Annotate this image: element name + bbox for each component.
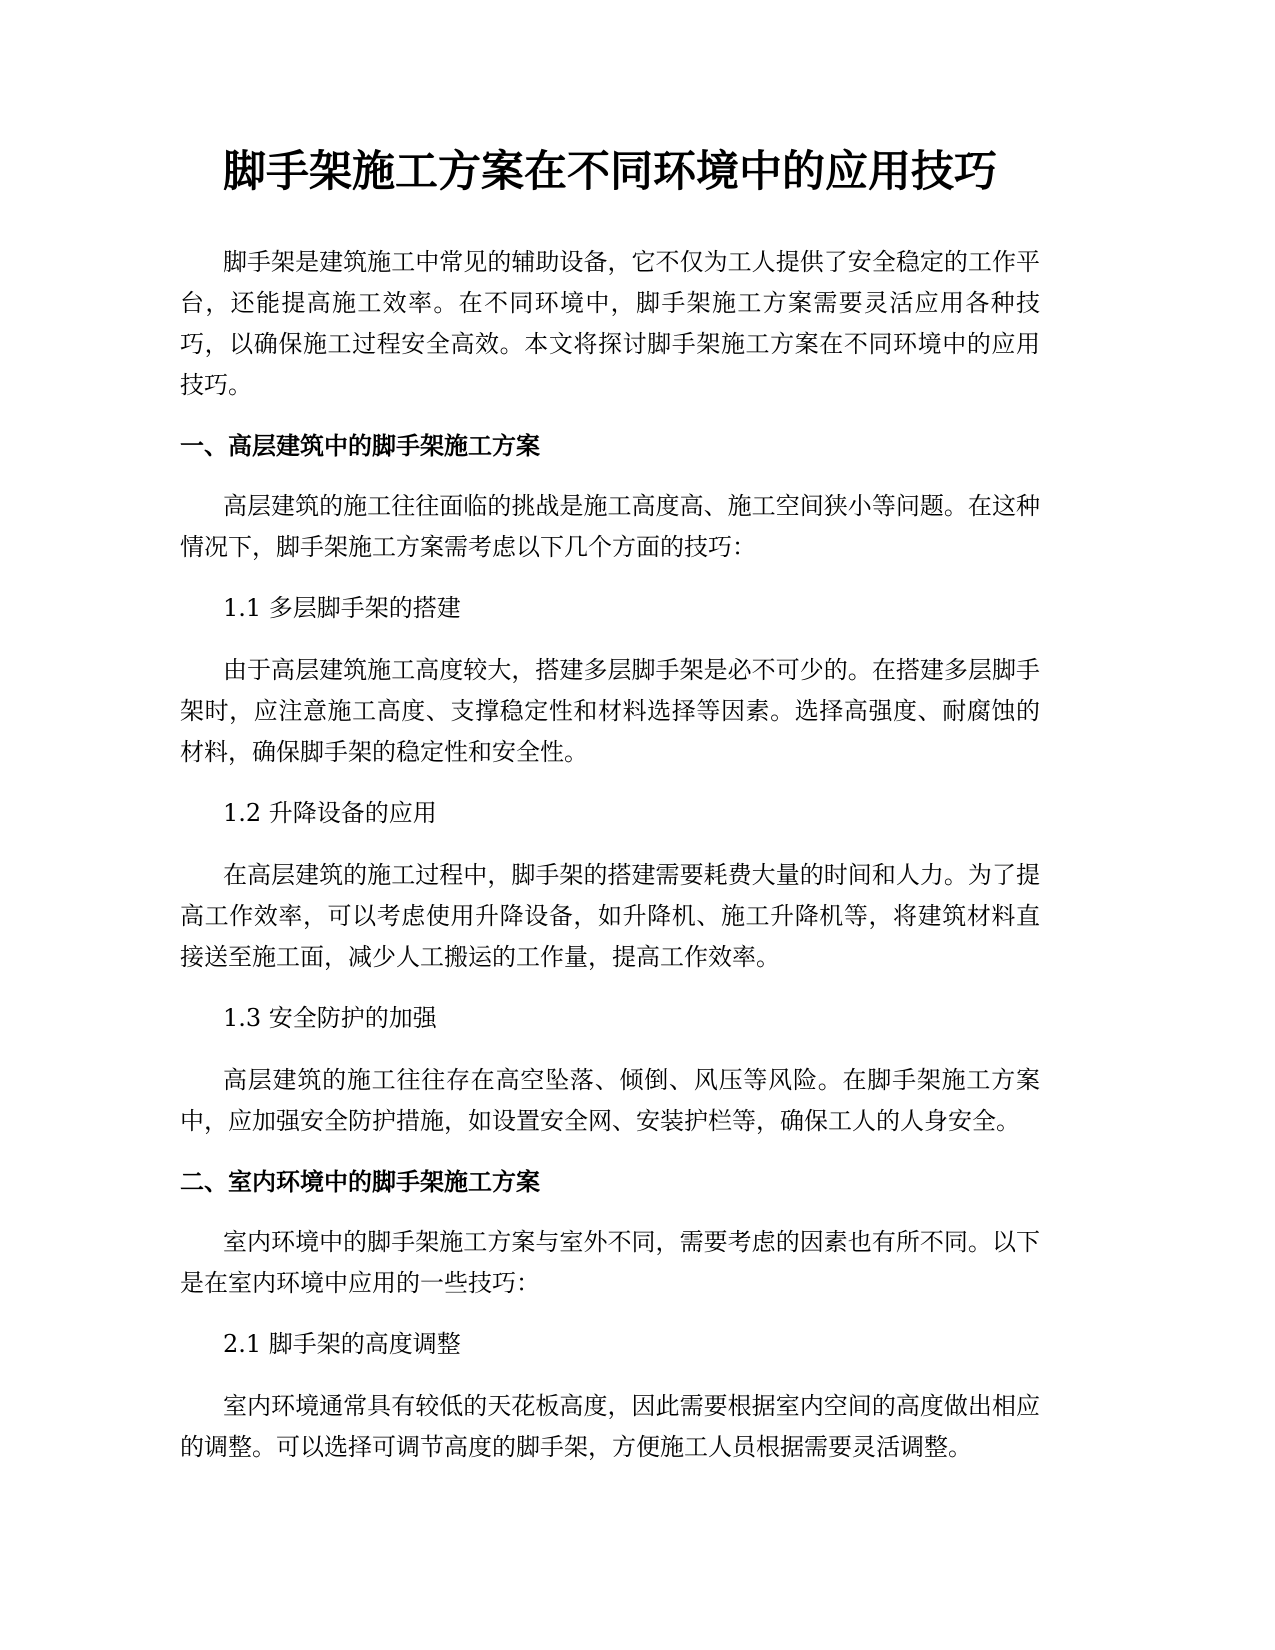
subsection-1-3-title: 1.3 安全防护的加强 <box>223 1004 437 1032</box>
section-2-heading: 二、室内环境中的脚手架施工方案 <box>180 1168 540 1196</box>
section-1-intro: 高层建筑的施工往往面临的挑战是施工高度高、施工空间狭小等问题。在这种情况下，脚手架施工方案需考虑以下几个方面的技巧： <box>180 492 1040 561</box>
subsection-1-3-text: 高层建筑的施工往往存在高空坠落、倾倒、风压等风险。在脚手架施工方案中，应加强安全防护措施，如设置安全网、安装护栏等，确保工人的人身安全。 <box>180 1066 1040 1135</box>
document-title: 脚手架施工方案在不同环境中的应用技巧 <box>223 147 997 197</box>
subsection-1-1-title: 1.1 多层脚手架的搭建 <box>223 594 461 622</box>
section-2-intro: 室内环境中的脚手架施工方案与室外不同，需要考虑的因素也有所不同。以下是在室内环境中应用的一些技巧： <box>180 1228 1040 1297</box>
subsection-2-1-title: 2.1 脚手架的高度调整 <box>223 1330 461 1358</box>
subsection-1-2-text: 在高层建筑的施工过程中，脚手架的搭建需要耗费大量的时间和人力。为了提高工作效率，可以考虑使用升降设备，如升降机、施工升降机等，将建筑材料直接送至施工面，减少人工搬运的工作量，提高工作效率。 <box>180 861 1040 971</box>
intro-paragraph: 脚手架是建筑施工中常见的辅助设备，它不仅为工人提供了安全稳定的工作平台，还能提高施工效率。在不同环境中，脚手架施工方案需要灵活应用各种技巧，以确保施工过程安全高效。本文将探讨脚手架施工方案在不同环境中的应用技巧。 <box>180 248 1040 399</box>
subsection-1-1-text: 由于高层建筑施工高度较大，搭建多层脚手架是必不可少的。在搭建多层脚手架时，应注意施工高度、支撑稳定性和材料选择等因素。选择高强度、耐腐蚀的材料，确保脚手架的稳定性和安全性。 <box>180 656 1040 766</box>
subsection-2-1-text: 室内环境通常具有较低的天花板高度，因此需要根据室内空间的高度做出相应的调整。可以选择可调节高度的脚手架，方便施工人员根据需要灵活调整。 <box>180 1392 1040 1461</box>
section-1-heading: 一、高层建筑中的脚手架施工方案 <box>180 432 540 460</box>
subsection-1-2-title: 1.2 升降设备的应用 <box>223 799 437 827</box>
document-page <box>180 140 1040 1490</box>
